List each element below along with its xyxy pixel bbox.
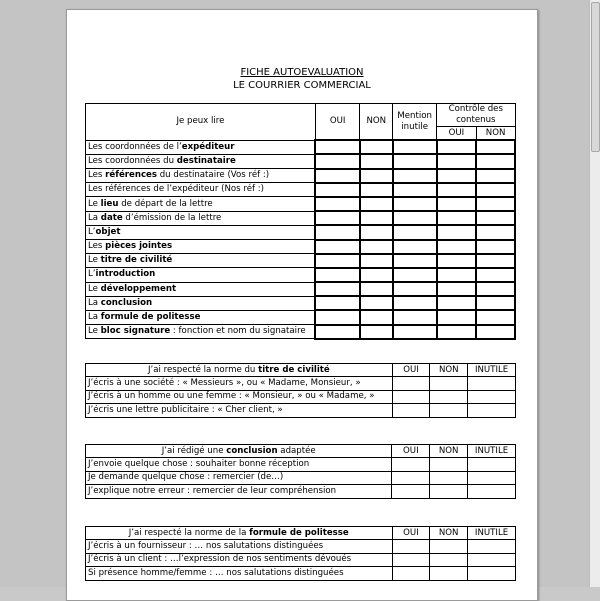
checkbox-cell[interactable] <box>392 390 430 403</box>
row-label-pre: J’ai respecté la norme du <box>147 364 259 375</box>
table-row <box>86 197 516 211</box>
checkbox-cell[interactable] <box>437 254 477 268</box>
row-label <box>86 197 316 211</box>
politesse-table <box>85 526 516 581</box>
header-controle-contenus: Contrôle des contenus <box>437 104 515 127</box>
checkbox-cell[interactable] <box>392 471 430 484</box>
table-row <box>86 211 516 225</box>
checkbox-cell[interactable] <box>360 282 393 296</box>
row-label-post: adaptée <box>277 445 316 456</box>
table-row <box>86 154 516 168</box>
row-label-post: : fonction et nom du signataire <box>170 326 306 337</box>
header-mention-inutile: Mention inutile <box>393 104 437 141</box>
checkbox-cell[interactable] <box>360 197 393 211</box>
table-row <box>86 485 516 498</box>
row-label-pre: J’ai rédigé une <box>161 445 227 456</box>
checkbox-cell[interactable] <box>468 485 516 498</box>
checkbox-cell[interactable] <box>392 377 430 390</box>
checkbox-cell[interactable] <box>393 140 437 154</box>
checkbox-cell[interactable] <box>476 296 515 310</box>
checkbox-cell[interactable] <box>360 310 393 324</box>
row-label-pre: J’ai respecté la norme de la <box>128 527 250 538</box>
checkbox-cell[interactable] <box>315 140 360 154</box>
row-label: Si présence homme/femme : … nos salutations distinguées <box>86 567 393 580</box>
table-row <box>86 296 516 310</box>
row-label-pre: Les coordonnées de l’ <box>88 141 182 152</box>
row-label-pre: Les références de l’expéditeur (Nos réf :) <box>88 184 265 195</box>
table-row <box>86 282 516 296</box>
row-label-bold: pièces jointes <box>105 241 173 252</box>
section-header <box>86 364 393 377</box>
document-page <box>66 9 538 601</box>
row-label-pre: L’ <box>88 269 96 280</box>
table-row <box>86 377 516 390</box>
checkbox-cell[interactable] <box>393 211 437 225</box>
checkbox-cell[interactable] <box>315 268 360 282</box>
checkbox-cell[interactable] <box>476 310 515 324</box>
checkbox-cell[interactable] <box>437 140 477 154</box>
checkbox-cell[interactable] <box>360 225 393 239</box>
civilite-table <box>85 363 516 418</box>
checkbox-cell[interactable] <box>315 282 360 296</box>
header-oui: OUI <box>392 364 430 377</box>
checkbox-cell[interactable] <box>360 240 393 254</box>
row-label-bold: conclusion <box>100 297 153 308</box>
row-label-bold: objet <box>95 226 121 237</box>
checkbox-cell[interactable] <box>437 268 477 282</box>
checkbox-cell[interactable] <box>430 567 468 580</box>
checkbox-cell[interactable] <box>476 240 515 254</box>
checkbox-cell[interactable] <box>437 154 477 168</box>
checkbox-cell[interactable] <box>315 310 360 324</box>
checkbox-cell[interactable] <box>392 485 430 498</box>
checkbox-cell[interactable] <box>476 325 515 339</box>
checkbox-cell[interactable] <box>393 325 437 339</box>
checkbox-cell[interactable] <box>393 296 437 310</box>
row-label-bold: conclusion <box>226 445 278 456</box>
row-label-bold: destinataire <box>176 155 236 166</box>
checkbox-cell[interactable] <box>468 540 516 553</box>
table-row <box>86 169 516 183</box>
row-label: J’explique notre erreur : remercier de leur compréhension <box>86 485 392 498</box>
row-label <box>86 169 316 183</box>
row-label-pre: Les coordonnées du <box>88 155 177 166</box>
header-non: NON <box>360 104 393 141</box>
checkbox-cell[interactable] <box>468 567 516 580</box>
checkbox-cell[interactable] <box>476 154 515 168</box>
table-row <box>86 254 516 268</box>
checkbox-cell[interactable] <box>393 282 437 296</box>
checkbox-cell[interactable] <box>476 183 515 197</box>
checkbox-cell[interactable] <box>476 282 515 296</box>
document-subtitle: LE COURRIER COMMERCIAL <box>233 80 371 91</box>
checkbox-cell[interactable] <box>315 254 360 268</box>
checkbox-cell[interactable] <box>360 325 393 339</box>
header-inutile: INUTILE <box>468 527 516 540</box>
checkbox-cell[interactable] <box>468 458 516 471</box>
row-label <box>86 296 316 310</box>
checkbox-cell[interactable] <box>476 211 515 225</box>
row-label <box>86 211 316 225</box>
table-row <box>86 240 516 254</box>
row-label-pre: La <box>88 297 101 308</box>
table-row <box>86 225 516 239</box>
row-label-pre: Le <box>88 326 101 337</box>
checkbox-cell[interactable] <box>430 471 468 484</box>
row-label-pre: Le <box>88 255 101 266</box>
checkbox-cell[interactable] <box>476 254 515 268</box>
row-label-post: d’émission de la lettre <box>122 212 222 223</box>
row-label <box>86 310 316 324</box>
checkbox-cell[interactable] <box>360 154 393 168</box>
checkbox-cell[interactable] <box>392 540 430 553</box>
checkbox-cell[interactable] <box>437 282 477 296</box>
checkbox-cell[interactable] <box>430 404 468 417</box>
row-label: J’écris à un homme ou une femme : « Monsieur, » ou « Madame, » <box>86 390 393 403</box>
checkbox-cell[interactable] <box>437 225 477 239</box>
checkbox-cell[interactable] <box>393 183 437 197</box>
row-label-bold: bloc signature <box>100 326 171 337</box>
header-non: NON <box>430 364 468 377</box>
table-row <box>86 390 516 403</box>
checkbox-cell[interactable] <box>468 553 516 566</box>
row-label <box>86 140 316 154</box>
row-label-pre: Le <box>88 198 101 209</box>
checkbox-cell[interactable] <box>437 169 477 183</box>
checkbox-cell[interactable] <box>468 404 516 417</box>
checkbox-cell[interactable] <box>360 254 393 268</box>
row-label: J’écris à un client : …l’expression de nos sentiments dévoués <box>86 553 393 566</box>
checkbox-cell[interactable] <box>437 183 477 197</box>
header-controle-non: NON <box>476 127 515 141</box>
checkbox-cell[interactable] <box>392 553 430 566</box>
checkbox-cell[interactable] <box>430 377 468 390</box>
checkbox-cell[interactable] <box>360 140 393 154</box>
checkbox-cell[interactable] <box>430 485 468 498</box>
checkbox-cell[interactable] <box>360 169 393 183</box>
row-label-pre: Le <box>88 283 101 294</box>
row-label <box>86 225 316 239</box>
table-row <box>86 540 516 553</box>
section-header-row <box>86 527 516 540</box>
checkbox-cell[interactable] <box>437 197 477 211</box>
row-label <box>86 240 316 254</box>
table-row <box>86 567 516 580</box>
checkbox-cell[interactable] <box>437 296 477 310</box>
checkbox-cell[interactable] <box>430 390 468 403</box>
table-row <box>86 140 516 154</box>
header-inutile: INUTILE <box>468 364 516 377</box>
row-label-bold: expéditeur <box>181 141 235 152</box>
checkbox-cell[interactable] <box>468 390 516 403</box>
checkbox-cell[interactable] <box>315 211 360 225</box>
checkbox-cell[interactable] <box>315 183 360 197</box>
checkbox-cell[interactable] <box>392 567 430 580</box>
checkbox-cell[interactable] <box>393 310 437 324</box>
checkbox-cell[interactable] <box>360 268 393 282</box>
header-je-peux-lire: Je peux lire <box>86 104 316 141</box>
checkbox-cell[interactable] <box>315 325 360 339</box>
header-non: NON <box>430 445 468 458</box>
row-label <box>86 325 316 339</box>
row-label-pre: La <box>88 312 101 323</box>
row-label-bold: formule de politesse <box>249 527 349 538</box>
row-label: J’envoie quelque chose : souhaiter bonne réception <box>86 458 392 471</box>
checkbox-cell[interactable] <box>392 458 430 471</box>
section-header-row <box>86 445 516 458</box>
checkbox-cell[interactable] <box>315 296 360 310</box>
checkbox-cell[interactable] <box>315 154 360 168</box>
row-label-pre: Les <box>88 170 106 181</box>
row-label-bold: références <box>105 170 157 181</box>
table-row <box>86 268 516 282</box>
table-row <box>86 404 516 417</box>
main-checklist-table <box>85 103 516 340</box>
header-oui: OUI <box>315 104 360 141</box>
checkbox-cell[interactable] <box>476 225 515 239</box>
checkbox-cell[interactable] <box>393 154 437 168</box>
row-label-bold: lieu <box>100 198 119 209</box>
header-oui: OUI <box>392 527 430 540</box>
row-label-bold: titre de civilité <box>100 255 173 266</box>
row-label-pre: L’ <box>88 226 96 237</box>
checkbox-cell[interactable] <box>430 553 468 566</box>
checkbox-cell[interactable] <box>430 458 468 471</box>
table-row <box>86 471 516 484</box>
header-oui: OUI <box>392 445 430 458</box>
checkbox-cell[interactable] <box>315 225 360 239</box>
conclusion-table <box>85 444 516 499</box>
section-header-row <box>86 364 516 377</box>
checkbox-cell[interactable] <box>430 540 468 553</box>
row-label <box>86 254 316 268</box>
vertical-scrollbar[interactable] <box>589 0 600 587</box>
checkbox-cell[interactable] <box>315 197 360 211</box>
row-label <box>86 183 316 197</box>
row-label-bold: développement <box>100 283 177 294</box>
row-label: J’écris à une société : « Messieurs », ou « Madame, Monsieur, » <box>86 377 393 390</box>
row-label: Je demande quelque chose : remercier (de…) <box>86 471 392 484</box>
checkbox-cell[interactable] <box>393 268 437 282</box>
row-label-bold: introduction <box>95 269 156 280</box>
table-row <box>86 183 516 197</box>
checkbox-cell[interactable] <box>437 310 477 324</box>
checkbox-cell[interactable] <box>360 211 393 225</box>
row-label-post: de départ de la lettre <box>118 198 213 209</box>
checkbox-cell[interactable] <box>476 268 515 282</box>
scrollbar-thumb[interactable] <box>591 2 600 152</box>
table-row <box>86 553 516 566</box>
document-title: FICHE AUTOEVALUATION <box>240 67 364 78</box>
checkbox-cell[interactable] <box>437 240 477 254</box>
row-label-post: du destinataire (Vos réf :) <box>157 170 270 181</box>
checkbox-cell[interactable] <box>360 296 393 310</box>
table-row <box>86 310 516 324</box>
checkbox-cell[interactable] <box>476 197 515 211</box>
checkbox-cell[interactable] <box>392 404 430 417</box>
checkbox-cell[interactable] <box>393 169 437 183</box>
checkbox-cell[interactable] <box>468 471 516 484</box>
section-header <box>86 527 393 540</box>
checkbox-cell[interactable] <box>476 140 515 154</box>
section-header <box>86 445 392 458</box>
header-non: NON <box>430 527 468 540</box>
checkbox-cell[interactable] <box>393 225 437 239</box>
header-inutile: INUTILE <box>468 445 516 458</box>
row-label-pre: Les <box>88 241 106 252</box>
checkbox-cell[interactable] <box>360 183 393 197</box>
checkbox-cell[interactable] <box>315 240 360 254</box>
row-label <box>86 268 316 282</box>
row-label-bold: date <box>100 212 123 223</box>
row-label: J’écris une lettre publicitaire : « Cher client, » <box>86 404 393 417</box>
checkbox-cell[interactable] <box>315 169 360 183</box>
row-label-bold: titre de civilité <box>258 364 330 375</box>
header-controle-oui: OUI <box>437 127 477 141</box>
row-label <box>86 282 316 296</box>
table-row <box>86 325 516 339</box>
checkbox-cell[interactable] <box>437 211 477 225</box>
checkbox-cell[interactable] <box>437 325 477 339</box>
row-label-bold: formule de politesse <box>100 312 201 323</box>
checkbox-cell[interactable] <box>393 197 437 211</box>
checkbox-cell[interactable] <box>468 377 516 390</box>
checkbox-cell[interactable] <box>476 169 515 183</box>
row-label-pre: La <box>88 212 101 223</box>
checkbox-cell[interactable] <box>393 240 437 254</box>
row-label: J’écris à un fournisseur : … nos salutations distinguées <box>86 540 393 553</box>
checkbox-cell[interactable] <box>393 254 437 268</box>
table-row <box>86 458 516 471</box>
row-label <box>86 154 316 168</box>
